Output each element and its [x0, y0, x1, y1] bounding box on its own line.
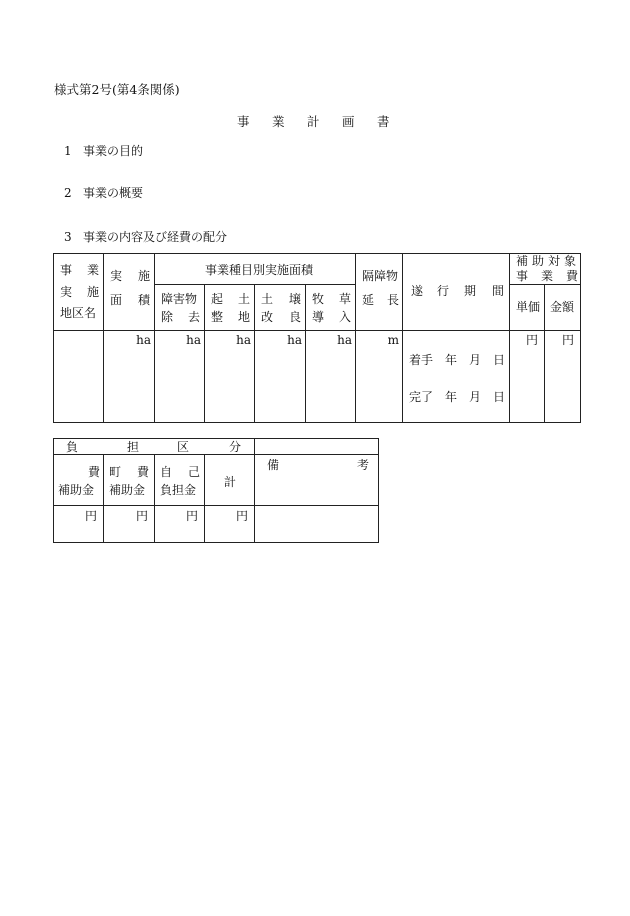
header-obstacle-removal [155, 285, 205, 331]
cell-text: 延 [362, 293, 375, 307]
header-subsidy-cost [510, 254, 581, 285]
cell-text: 月 [469, 390, 482, 404]
cell-text: 期 [464, 284, 477, 298]
cell-text: 間 [492, 284, 505, 298]
cell-remarks [255, 506, 379, 543]
cell-text: 補助金 [109, 483, 146, 497]
cell-leveling [205, 331, 255, 423]
title-char: 事 [237, 114, 250, 129]
form-number: 様式第2号(第4条関係) [54, 82, 180, 97]
cell-text: 着手 [409, 353, 434, 367]
cell-text: 日 [493, 390, 506, 404]
cell-text: 象 [564, 254, 577, 268]
cell-text: 良 [289, 310, 302, 324]
cell-amount [545, 331, 581, 423]
section-1-label: 事業の目的 [83, 144, 144, 158]
cell-text: 業 [541, 269, 554, 283]
header-pasture-introduction [306, 285, 356, 331]
cell-text: 除 [161, 310, 174, 324]
header-town-subsidy [104, 455, 155, 506]
cell-text: 土 [261, 292, 274, 306]
cell-text: 事 [516, 269, 529, 283]
cell-text: 事 [60, 263, 73, 277]
cell-impl-area [104, 331, 155, 423]
cell-text: 円 [235, 509, 248, 523]
header-implemented-area [104, 254, 155, 331]
cell-text: 円 [185, 509, 198, 523]
cell-text: ha [236, 333, 251, 347]
header-land-leveling [205, 285, 255, 331]
cell-text: 整 [211, 310, 224, 324]
title-char: 業 [272, 114, 285, 129]
header-project-area [54, 254, 104, 331]
cell-text: 牧 [312, 292, 325, 306]
cell-text: m [387, 333, 399, 347]
header-self-burden [155, 455, 205, 506]
cell-text: 分 [229, 440, 242, 454]
header-burden-division [54, 439, 255, 455]
cell-text: 区 [177, 440, 190, 454]
cell-text: 費 [566, 269, 579, 283]
cell-town-subsidy [104, 506, 155, 543]
cell-text: 助 [532, 254, 545, 268]
cell-text: 計 [224, 475, 237, 489]
cell-text: 町 [109, 465, 122, 479]
cell-text: 年 [445, 390, 458, 404]
header-total [205, 455, 255, 506]
cell-text: ha [186, 333, 201, 347]
cell-text: 対 [548, 254, 561, 268]
cell-text: 金額 [550, 300, 575, 314]
cell-text: 入 [339, 310, 352, 324]
section-3-number: 3 [64, 230, 72, 244]
header-period [403, 254, 510, 331]
title-char: 書 [377, 114, 390, 129]
cell-period [403, 331, 510, 423]
cell-text: 導 [312, 310, 325, 324]
cell-text: 年 [445, 353, 458, 367]
cell-text: 事業種目別実施面積 [205, 263, 314, 277]
cell-area-name [54, 331, 104, 423]
burden-table [53, 438, 379, 543]
cell-soil [255, 331, 306, 423]
cell-text: 自 [160, 465, 173, 479]
cell-unit-price [510, 331, 545, 423]
cell-text: 補助金 [58, 483, 95, 497]
cell-text: ha [337, 333, 352, 347]
cell-text: 日 [493, 353, 506, 367]
section-2-number: 2 [64, 186, 72, 200]
cell-text: 円 [135, 509, 148, 523]
cell-text: 土 [238, 292, 251, 306]
cell-text: 遂 [411, 284, 424, 298]
cell-text: 円 [561, 333, 574, 347]
cell-text: 費 [137, 465, 150, 479]
cell-text: 単価 [516, 300, 541, 314]
cell-fence [356, 331, 403, 423]
cell-text: 起 [211, 292, 224, 306]
header-category-area [155, 254, 356, 285]
cell-text: 円 [525, 333, 538, 347]
section-2-label: 事業の概要 [83, 186, 144, 200]
cell-text: 去 [188, 310, 201, 324]
cell-total [205, 506, 255, 543]
cell-text: 己 [188, 465, 201, 479]
cell-text: 障害物 [161, 292, 198, 306]
cell-text: 実 [110, 269, 123, 283]
cell-text: 負 [66, 440, 79, 454]
cell-text: 月 [469, 353, 482, 367]
title-char: 画 [342, 114, 355, 129]
header-remarks [255, 455, 379, 506]
cell-text: 施 [138, 269, 151, 283]
cell-text: 草 [339, 292, 352, 306]
cell-text: 費 [87, 465, 100, 479]
header-soil-improvement [255, 285, 306, 331]
cell-text: 考 [357, 458, 370, 472]
cell-text: 完了 [409, 390, 434, 404]
cell-text: 行 [437, 284, 450, 298]
cell-pasture [306, 331, 356, 423]
cell-text: 実 [60, 285, 73, 299]
cell-text: 円 [84, 509, 97, 523]
budget-table [53, 253, 581, 423]
cell-text: 地 [238, 310, 251, 324]
cell-text: 担 [127, 440, 140, 454]
header-blank [255, 439, 379, 455]
cell-text: 積 [138, 293, 151, 307]
section-3-label: 事業の内容及び経費の配分 [83, 230, 228, 244]
cell-text: ha [287, 333, 302, 347]
cell-text: 壌 [289, 292, 302, 306]
cell-text: 備 [267, 458, 280, 472]
cell-text: 長 [387, 293, 400, 307]
title-char: 計 [307, 114, 320, 129]
cell-text: 施 [87, 285, 100, 299]
header-amount [545, 285, 581, 331]
header-fence-length [356, 254, 403, 331]
cell-text: 負担金 [160, 483, 197, 497]
cell-text: 改 [261, 310, 274, 324]
header-unit-price [510, 285, 545, 331]
cell-text: ha [136, 333, 151, 347]
cell-text: 補 [516, 254, 529, 268]
cell-text: 業 [87, 263, 100, 277]
cell-text: 隔障物 [362, 269, 399, 283]
cell-text: 地区名 [60, 306, 97, 320]
cell-text: 面 [110, 293, 123, 307]
cell-obstacle [155, 331, 205, 423]
cell-self-burden [155, 506, 205, 543]
section-1-number: 1 [64, 144, 72, 158]
cell-prefecture-subsidy [54, 506, 104, 543]
header-prefecture-subsidy [54, 455, 104, 506]
